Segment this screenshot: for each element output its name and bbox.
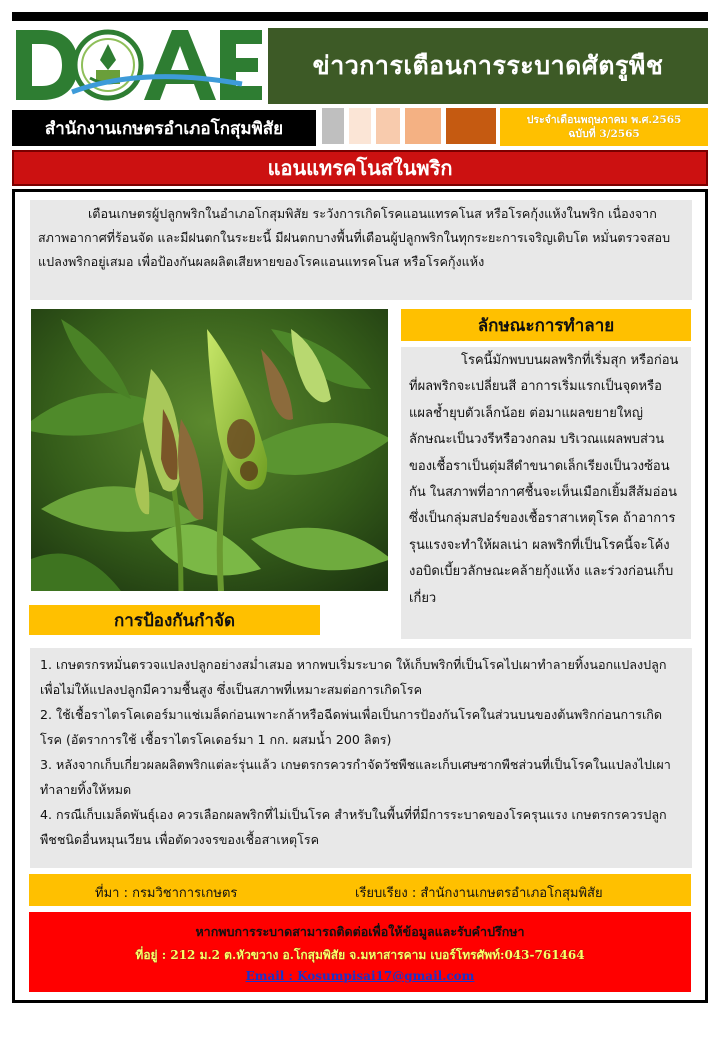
source-text: ที่มา : กรมวิชาการเกษตร [95,886,238,901]
source-bar [29,874,691,906]
office-name: สำนักงานเกษตรอำเภอโกสุมพิสัย [44,118,284,139]
control-item-3: 3. หลังจากเก็บเกี่ยวผลผลิตพริกแต่ละรุ่นแล้ว เกษตรกรควรกำจัดวัชพืชและเก็บเศษซากพืชส่วนที่เป็นโรคในแปลงไปเผาทำลายทิ้งให้หมด [40,757,671,797]
intro-text: เตือนเกษตรผู้ปลูกพริกในอำเภอโกสุมพิสัย ระวังการเกิดโรคแอนแทรคโนส หรือโรคกุ้งแห้งในพริก เนื่องจากสภาพอากาศที่ร้อนจัด และมีฝนตกในระยะนี้ มีฝนตกบางพื้นที่เตือนผู้ปลูกพริกในทุกระยะการเจริญเติบโต หมั่นตรวจสอบแปลงพริกอยู่เสมอ เพื่อป้องกันผลผลิตเสียหายของโรคแอนแทรคโนส หรือโรคกุ้งแห้ง [38,206,671,269]
issue-info [500,108,708,146]
control-heading: การป้องกันกำจัด [29,605,320,635]
doae-logo [12,26,264,104]
contact-email-link[interactable]: Email : Kosumpisai17@gmail.com [245,969,475,983]
control-item-1: 1. เกษตรกรหมั่นตรวจแปลงปลูกอย่างสม่ำเสมอ หากพบเริ่มระบาด ให้เก็บพริกที่เป็นโรคไปเผาทำลายทิ้งนอกแปลงปลูก เพื่อไม่ให้แปลงปลูกมีความชื้นสูง ซึ่งเป็นสภาพที่เหมาะสมต่อการเกิดโรค [40,657,667,697]
header-title-bar [268,28,708,104]
color-swatch-5 [446,108,496,144]
color-swatch-1 [322,108,344,144]
page-title: ข่าวการเตือนการระบาดศัตรูพืช [312,51,664,80]
top-rule [12,12,708,21]
contact-address: ที่อยู่ : 212 ม.2 ต.หัวขวาง อ.โกสุมพิสัย จ.มหาสารคาม เบอร์โทรศัพท์:043-761464 [135,948,585,962]
control-item-2: 2. ใช้เชื้อราไตรโคเดอร์มาแช่เมล็ดก่อนเพาะกล้าหรือฉีดพ่นเพื่อเป็นการป้องกันโรคในส่วนบนของต้นพริกก่อนการเกิดโรค (อัตราการใช้ เชื้อราไตรโคเดอร์มา 1 กก. ผสมน้ำ 200 ลิตร) [40,707,663,747]
office-bar [12,110,316,146]
issue-month: ประจำเดือนพฤษภาคม พ.ศ.2565 [526,114,682,126]
topic-title: แอนแทรคโนสในพริก [267,156,453,180]
damage-box [401,347,691,639]
contact-box [29,912,691,992]
control-box [30,648,692,868]
topic-bar [12,150,708,186]
chili-anthracnose-photo [31,309,388,591]
intro-box [30,200,692,300]
compiled-by-text: เรียบเรียง : สำนักงานเกษตรอำเภอโกสุมพิสัย [355,886,603,901]
damage-text: โรคนี้มักพบบนผลพริกที่เริ่มสุก หรือก่อนที่ผลพริกจะเปลี่ยนสี อาการเริ่มแรกเป็นจุดหรือแผลช้ำยุบตัวเล็กน้อย ต่อมาแผลขยายใหญ่ลักษณะเป็นวงรีหรือวงกลม บริเวณแผลพบส่วนของเชื้อราเป็นตุ่มสีดำขนาดเล็กเรียงเป็นวงซ้อนกัน ในสภาพที่อากาศชื้นจะเห็นเมือกเยิ้มสีส้มอ่อน ซึ่งเป็นกลุ่มสปอร์ของเชื้อราสาเหตุโรค ถ้าอาการรุนแรงจะทำให้ผลเน่า ผลพริกที่เป็นโรคนี้จะโค้งงอบิดเบี้ยวลักษณะคล้ายกุ้งแห้ง และร่วงก่อนเก็บเกี่ยว [409,353,679,606]
control-item-4: 4. กรณีเก็บเมล็ดพันธุ์เอง ควรเลือกผลพริกที่ไม่เป็นโรค สำหรับในพื้นที่ที่มีการระบาดของโรครุนแรง เกษตรกรควรปลูกพืชชนิดอื่นหมุนเวียน เพื่อตัดวงจรของเชื้อสาเหตุโรค [40,807,667,847]
issue-number: ฉบับที่ 3/2565 [568,128,640,140]
color-swatch-2 [349,108,371,144]
color-swatch-3 [376,108,400,144]
color-swatch-4 [405,108,441,144]
contact-heading: หากพบการระบาดสามารถติดต่อเพื่อให้ข้อมูลและรับคำปรึกษา [195,924,525,939]
damage-heading: ลักษณะการทำลาย [401,309,691,341]
